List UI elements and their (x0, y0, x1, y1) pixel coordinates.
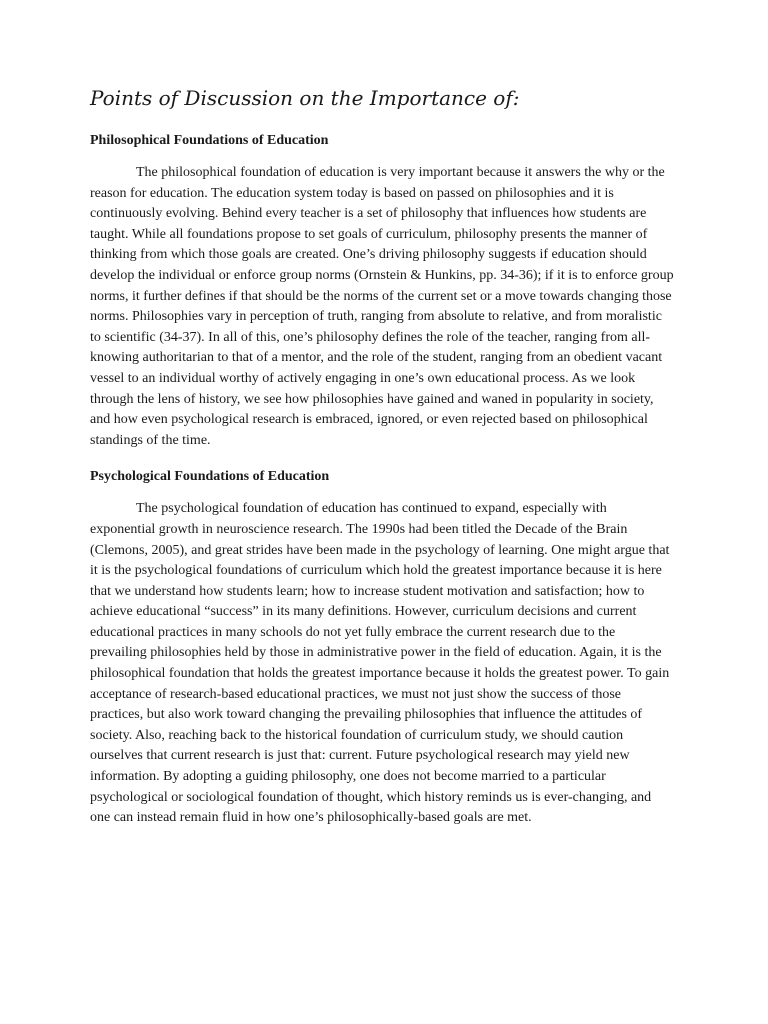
document-title: Points of Discussion on the Importance of: (90, 86, 520, 110)
paragraph-psychological: The psychological foundation of education has continued to expand, especially with exponential growth in neuroscience research. The 1990s had been titled the Decade of the Brain (Clemons, 2005), and great strides have been made in the psychology of learning. One might argue that it is the psychological foundations of curriculum which hold the greatest importance because it is here that we understand how students learn; how to increase student motivation and satisfaction; how to achieve educational “success” in its many definitions. However, curriculum decisions and current educational practices in many schools do not yet fully embrace the current research due to the prevailing philosophies held by those in administrative power in the field of education. Again, it is the philosophical foundation that holds the greatest importance because it holds the greatest power. To gain acceptance of research-based educational practices, we must not just show the success of those practices, but also work toward changing the prevailing philosophies that influence the attitudes of society. Also, reaching back to the historical foundation of curriculum study, we should caution ourselves that current research is just that: current. Future psychological research may yield new information. By adopting a guiding philosophy, one does not become married to a particular psychological or sociological foundation of thought, which history reminds us is ever-changing, and one can instead remain fluid in how one’s philosophically-based goals are met. (90, 501, 670, 826)
paragraph-philosophical: The philosophical foundation of education is very important because it answers the why or the reason for education. The education system today is based on passed on philosophies and it is continuously evolving. Behind every teacher is a set of philosophy that influences how students are taught. While all foundations propose to set goals of curriculum, philosophy presents the manner of thinking from which those goals are created. One’s driving philosophy suggests if education should develop the individual or enforce group norms (Ornstein & Hunkins, pp. 34-36); if it is to enforce group norms, it further defines if that should be the norms of the current set or a move towards changing those norms. Philosophies vary in perception of truth, ranging from absolute to relative, and from moralistic to scientific (34-37). In all of this, one’s philosophy defines the role of the teacher, ranging from all-knowing authoritarian to that of a mentor, and the role of the student, ranging from an obedient vacant vessel to an individual worthy of actively engaging in one’s own educational process. As we look through the lens of history, we see how philosophies have gained and waned in popularity in society, and how even psychological research is embraced, ignored, or even rejected based on philosophical standings of the time. (90, 165, 674, 448)
document-page (90, 86, 674, 829)
section-psychological (90, 467, 674, 829)
section-philosophical (90, 131, 674, 451)
section-heading-philosophical: Philosophical Foundations of Education (90, 133, 329, 148)
section-heading-psychological: Psychological Foundations of Education (90, 469, 330, 485)
